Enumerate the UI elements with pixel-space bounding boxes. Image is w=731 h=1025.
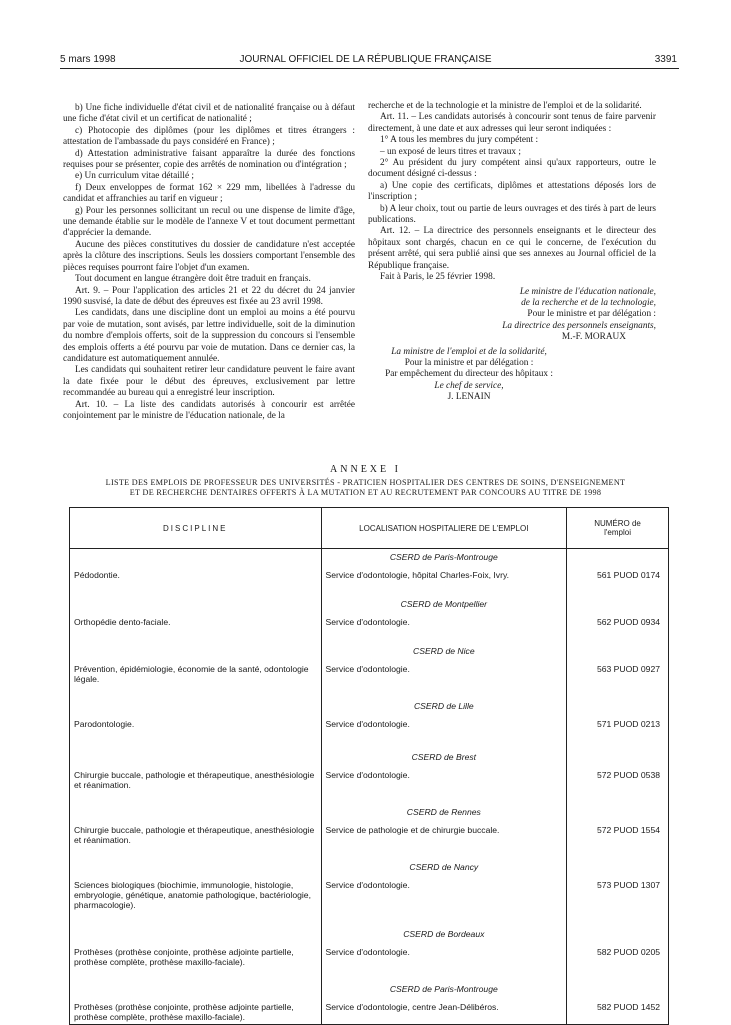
header-journal-title: JOURNAL OFFICIEL DE LA RÉPUBLIQUE FRANÇAISE (239, 54, 492, 65)
service-cell: Service d'odontologie. (321, 880, 567, 926)
location-cell: CSERD de Paris-Montrouge (321, 549, 567, 571)
discipline-cell: Prothèses (prothèse conjointe, prothèse adjointe partielle, prothèse complète, prothèse maxillo-faciale). (70, 947, 322, 981)
table-location-row (70, 926, 669, 947)
signatory-name: J. LENAIN (447, 392, 491, 403)
empty-cell (567, 596, 669, 617)
paragraph: 2° Au président du jury compétent ainsi qu'aux rapporteurs, outre le document désigné ci-dessus : (368, 158, 656, 180)
signature-block-1 (368, 287, 656, 344)
article-10: Art. 10. – La liste des candidats autorisés à concourir est arrêtée conjointement par le ministre de l'éducation nationale, de la (63, 399, 355, 421)
numero-cell: 582 PUOD 0205 (567, 947, 669, 981)
column-header-numero: NUMÉRO de l'emploi (567, 508, 669, 549)
empty-cell (70, 926, 322, 947)
empty-cell (567, 926, 669, 947)
empty-cell (567, 804, 669, 825)
discipline-cell: Pédodontie. (70, 570, 322, 596)
empty-cell (567, 549, 669, 571)
table-location-row (70, 698, 669, 719)
discipline-cell: Chirurgie buccale, pathologie et thérapeutique, anesthésiologie et réanimation. (70, 770, 322, 804)
table-header-row (70, 508, 669, 549)
delegation-line: Pour la ministre et par délégation : (404, 357, 534, 368)
header-page-number: 3391 (654, 54, 677, 65)
service-cell: Service d'odontologie, hôpital Charles-Foix, Ivry. (321, 570, 567, 596)
header-rule (60, 68, 679, 69)
empty-cell (70, 749, 322, 770)
paragraph: a) Une copie des certificats, diplômes et attestations déposés lors de l'inscription ; (368, 180, 656, 203)
signatory-title: La ministre de l'emploi et de la solidarité, (391, 346, 547, 357)
table-row (70, 617, 669, 643)
empty-cell (567, 643, 669, 664)
annexe-subtitle-line: ET DE RECHERCHE DENTAIRES OFFERTS À LA MUTATION ET AU RECRUTEMENT PAR CONCOURS AU TITRE DE 1998 (129, 488, 602, 497)
paragraph: e) Un curriculum vitae détaillé ; (75, 171, 195, 182)
empty-cell (70, 698, 322, 719)
paragraph: c) Photocopie des diplômes (pour les diplômes et titres étrangers : attestation de l'ambassade du pays considéré en France) ; (63, 125, 355, 148)
paragraph: 1° A tous les membres du jury compétent : (380, 135, 539, 146)
table-location-row (70, 804, 669, 825)
service-cell: Service d'odontologie. (321, 770, 567, 804)
paragraph: g) Pour les personnes sollicitant un recul ou une dispense de limite d'âge, une demande établie sur le modèle de l'annexe V et tout document permettant d'apprécier la demande. (63, 205, 355, 239)
table-body (70, 549, 669, 1025)
empty-cell (70, 596, 322, 617)
paragraph: Aucune des pièces constitutives du dossier de candidature n'est acceptée après la clôture des inscriptions. Seuls les dossiers comportant l'ensemble des pièces requises pourront faire l'objet d'un examen. (63, 239, 355, 273)
service-cell: Service d'odontologie. (321, 664, 567, 698)
discipline-cell: Prévention, épidémiologie, économie de la santé, odontologie légale. (70, 664, 322, 698)
discipline-cell: Chirurgie buccale, pathologie et thérapeutique, anesthésiologie et réanimation. (70, 825, 322, 859)
table-row (70, 825, 669, 859)
annexe-subtitle (60, 478, 671, 498)
discipline-cell: Parodontologie. (70, 719, 322, 749)
empty-cell (567, 981, 669, 1002)
numero-cell: 582 PUOD 1452 (567, 1002, 669, 1025)
service-cell: Service d'odontologie. (321, 947, 567, 981)
emplois-table (69, 507, 669, 1025)
table-row (70, 570, 669, 596)
numero-cell: 573 PUOD 1307 (567, 880, 669, 926)
service-cell: Service d'odontologie, centre Jean-Délibéros. (321, 1002, 567, 1025)
location-cell: CSERD de Brest (321, 749, 567, 770)
numero-cell: 563 PUOD 0927 (567, 664, 669, 698)
empty-cell (70, 804, 322, 825)
article-12: Art. 12. – La directrice des personnels enseignants et le directeur des hôpitaux sont chargés, chacun en ce qui le concerne, de l'exécution du présent arrêté, qui sera publié ainsi que ses annexes au Journal officiel de la République française. (368, 226, 656, 271)
service-cell: Service de pathologie et de chirurgie buccale. (321, 825, 567, 859)
paragraph: Les candidats, dans une discipline dont un emploi au moins a été pourvu par voie de mutation, sont avisés, par lettre individuelle, soit de la diminution du nombre d'emplois offerts, soit de la suppression du concours si l'ensemble des emplois offerts a été pourvu par voie de mutation. Dans ce dernier cas, la candidature est automatiquement annulée. (63, 308, 355, 364)
signatory-title: Le ministre de l'éducation nationale, (519, 286, 656, 297)
discipline-cell: Sciences biologiques (biochimie, immunologie, histologie, embryologie, génétique, anatomie pathologique, bactériologie, pharmacologie). (70, 880, 322, 926)
signatory-title: Le chef de service, (434, 380, 504, 391)
location-cell: CSERD de Montpellier (321, 596, 567, 617)
numero-cell: 572 PUOD 1554 (567, 825, 669, 859)
table-row (70, 719, 669, 749)
numero-cell: 561 PUOD 0174 (567, 570, 669, 596)
paragraph: recherche et de la technologie et la ministre de l'emploi et de la solidarité. (368, 101, 642, 111)
left-column (63, 103, 355, 422)
table-location-row (70, 749, 669, 770)
table-location-row (70, 859, 669, 880)
location-cell: CSERD de Nice (321, 643, 567, 664)
paragraph: b) A leur choix, tout ou partie de leurs ouvrages et des tirés à part de leurs publications. (368, 203, 656, 226)
signing-place-date: Fait à Paris, le 25 février 1998. (380, 272, 496, 283)
paragraph: – un exposé de leurs titres et travaux ; (380, 146, 521, 157)
empty-cell (70, 549, 322, 571)
annexe-title: ANNEXE I (330, 464, 401, 475)
location-cell: CSERD de Lille (321, 698, 567, 719)
empty-cell (567, 859, 669, 880)
paragraph: f) Deux enveloppes de format 162 × 229 mm, libellées à l'adresse du candidat et affranchies au tarif en vigueur ; (63, 182, 355, 205)
table-location-row (70, 549, 669, 571)
column-header-localisation: LOCALISATION HOSPITALIERE DE L'EMPLOI (321, 508, 567, 549)
paragraph: Les candidats qui souhaitent retirer leur candidature peuvent le faire avant la date fixée pour le début des épreuves, exclusivement par lettre recommandée au bureau qui a enregistré leur inscription. (63, 365, 355, 399)
numero-cell: 572 PUOD 0538 (567, 770, 669, 804)
empty-cell (567, 698, 669, 719)
table-location-row (70, 643, 669, 664)
empty-cell (70, 643, 322, 664)
paragraph: b) Une fiche individuelle d'état civil et de nationalité française ou à défaut une fiche d'état civil et un certificat de nationalité ; (63, 103, 355, 125)
delegation-line: Pour le ministre et par délégation : (527, 309, 656, 320)
discipline-cell: Prothèses (prothèse conjointe, prothèse adjointe partielle, prothèse complète, prothèse maxillo-faciale). (70, 1002, 322, 1025)
paragraph: d) Attestation administrative faisant apparaître la durée des fonctions requises pour se présenter, copie des arrêtés de nomination ou d'intégration ; (63, 148, 355, 171)
table-row (70, 880, 669, 926)
numero-cell: 562 PUOD 0934 (567, 617, 669, 643)
location-cell: CSERD de Bordeaux (321, 926, 567, 947)
table-row (70, 770, 669, 804)
signatory-title: La directrice des personnels enseignants, (502, 320, 656, 331)
table-row (70, 947, 669, 981)
numero-cell: 571 PUOD 0213 (567, 719, 669, 749)
annexe-subtitle-line: LISTE DES EMPLOIS DE PROFESSEUR DES UNIVERSITÉS - PRATICIEN HOSPITALIER DES CENTRES DE SOINS, D'ENSEIGNEMENT (105, 478, 626, 487)
column-header-discipline: DISCIPLINE (70, 508, 322, 549)
discipline-cell: Orthopédie dento-faciale. (70, 617, 322, 643)
signatory-title: de la recherche et de la technologie, (521, 297, 656, 308)
table-row (70, 1002, 669, 1025)
service-cell: Service d'odontologie. (321, 719, 567, 749)
table-location-row (70, 981, 669, 1002)
location-cell: CSERD de Nancy (321, 859, 567, 880)
paragraph: Tout document en langue étrangère doit être traduit en français. (75, 274, 311, 285)
table-location-row (70, 596, 669, 617)
right-column (368, 101, 656, 404)
location-cell: CSERD de Paris-Montrouge (321, 981, 567, 1002)
signatory-name: M.-F. MORAUX (561, 332, 626, 343)
empty-cell (567, 749, 669, 770)
delegation-line: Par empêchement du directeur des hôpitaux : (385, 369, 553, 380)
article-11: Art. 11. – Les candidats autorisés à concourir sont tenus de faire parvenir directement, à une date et aux adresses qui leur seront indiquées : (368, 112, 656, 134)
table-row (70, 664, 669, 698)
signature-block-2 (363, 347, 656, 404)
empty-cell (70, 981, 322, 1002)
location-cell: CSERD de Rennes (321, 804, 567, 825)
article-9: Art. 9. – Pour l'application des articles 21 et 22 du décret du 24 janvier 1990 susvisé, la date de début des épreuves est fixée au 23 avril 1998. (63, 285, 355, 307)
service-cell: Service d'odontologie. (321, 617, 567, 643)
header-date: 5 mars 1998 (60, 54, 116, 65)
empty-cell (70, 859, 322, 880)
